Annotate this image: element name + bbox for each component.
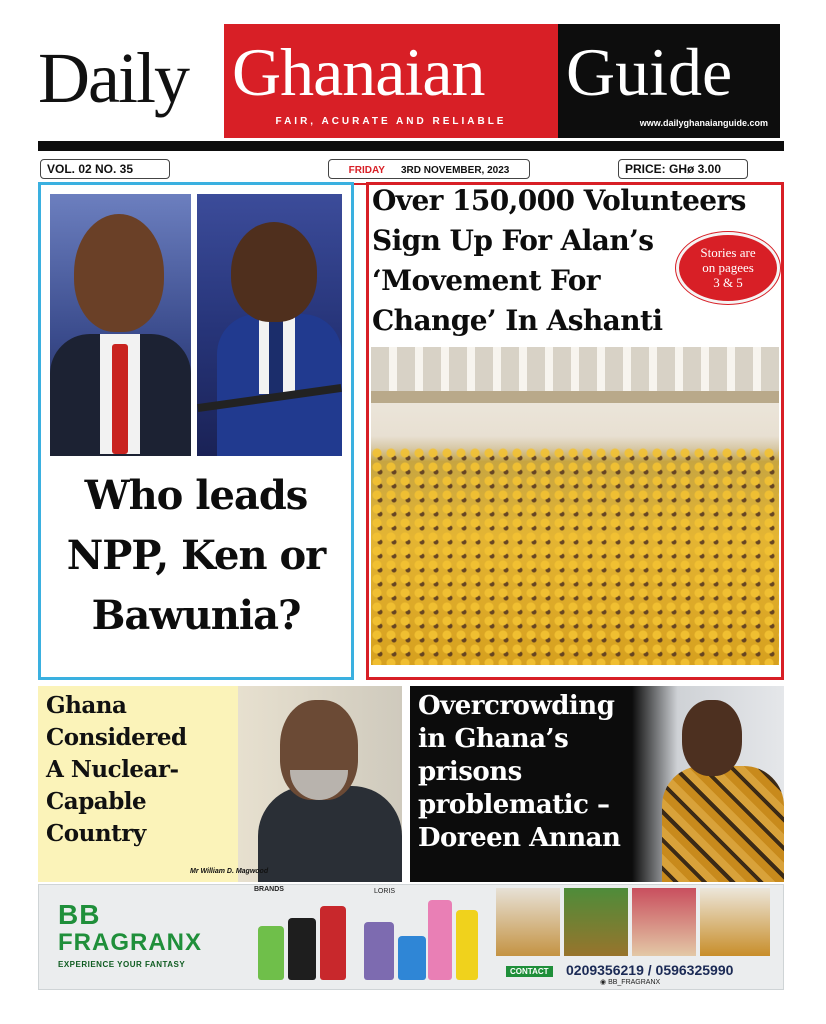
head-shape [231, 222, 317, 322]
ad-handle-text: BB_FRAGRANX [608, 979, 661, 986]
ad-brand-fragranx: FRAGRANX [58, 929, 202, 956]
prisons-headline-line: Doreen Annan [418, 823, 621, 853]
ad-product-photo [496, 888, 560, 956]
top-headline-line: ‘Movement For [372, 264, 600, 297]
ad-brands-label: BRANDS [254, 886, 284, 893]
lead-headline-line: Bawunia? [91, 592, 301, 639]
nuclear-headline-line: Country [46, 820, 146, 847]
pink-spray-icon [428, 900, 452, 980]
masthead-black-block [558, 24, 780, 138]
magwood-photo [238, 686, 402, 882]
prisons-headline[interactable] [418, 690, 648, 855]
head-shape [682, 700, 742, 776]
tie-shape [112, 344, 128, 454]
prisons-headline-line: Overcrowding [418, 691, 615, 721]
ad-slogan: EXPERIENCE YOUR FANTASY [58, 960, 186, 969]
nuclear-headline-line: Considered [46, 724, 187, 751]
photo-caption: Mr William D. Magwood [190, 868, 269, 875]
lead-headline-line: NPP, Ken or [66, 532, 326, 579]
top-headline-line: Over 150,000 Volunteers [372, 184, 746, 217]
masthead-rule [38, 141, 784, 151]
volume-number: VOL. 02 NO. 35 [40, 159, 170, 179]
ad-product-photo [632, 888, 696, 956]
ad-contact-label: CONTACT [506, 966, 553, 977]
product-bottles [252, 896, 496, 984]
issue-price: PRICE: GHø 3.00 [618, 159, 748, 179]
doreen-annan-photo [632, 686, 784, 882]
suit-shape [258, 786, 402, 882]
masthead-guide: Guide [566, 34, 733, 110]
issue-date-text: 3RD NOVEMBER, 2023 [400, 165, 510, 176]
volunteers-rally-photo [371, 347, 779, 665]
ken-agyapong-photo [50, 194, 191, 456]
ad-product-photo [564, 888, 628, 956]
masthead-daily: Daily [38, 38, 188, 118]
prisons-headline-line: prisons [418, 757, 522, 787]
green-bottle-icon [258, 926, 284, 980]
nuclear-headline-line: Capable [46, 788, 147, 815]
lead-headline[interactable] [46, 466, 346, 646]
prisons-headline-line: problematic – [418, 790, 610, 820]
head-shape [74, 214, 164, 332]
instagram-icon: ◉ [600, 979, 609, 986]
masthead-tagline: FAIR, ACURATE AND RELIABLE [275, 116, 507, 127]
yellow-crowd [371, 447, 779, 665]
lead-headline-line: Who leads [84, 472, 308, 519]
ad-product-photo [700, 888, 770, 956]
badge-line: on pagees [702, 260, 754, 275]
badge-line: Stories are [700, 245, 756, 260]
issue-date [328, 159, 530, 179]
ad-social-handle [600, 978, 660, 986]
prisons-headline-line: in Ghana’s [418, 724, 569, 754]
top-headline-line: Sign Up For Alan’s [372, 224, 654, 257]
yellow-spray-icon [456, 910, 478, 980]
top-headline-line: Change’ In Ashanti [372, 304, 663, 337]
diffuser-icon [364, 922, 394, 980]
masthead-red-block [224, 24, 558, 138]
nuclear-headline[interactable] [46, 690, 246, 850]
blue-bottle-icon [398, 936, 426, 980]
ad-phone-numbers[interactable]: 0209356219 / 0596325990 [566, 962, 734, 978]
bawumia-photo [197, 194, 342, 456]
badge-line: 3 & 5 [713, 275, 743, 290]
red-spray-icon [320, 906, 346, 980]
masthead-ghanaian: Ghanaian [232, 34, 485, 110]
website-url[interactable]: www.dailyghanaianguide.com [639, 118, 768, 128]
patterned-dress [662, 766, 784, 882]
page-reference-badge [676, 232, 780, 304]
tie-shape [269, 320, 283, 400]
black-bottle-icon [288, 918, 316, 980]
issue-day: FRIDAY [348, 165, 385, 176]
nuclear-headline-line: A Nuclear- [46, 756, 179, 783]
nuclear-headline-line: Ghana [46, 692, 127, 719]
ad-loris-label: LORIS [374, 888, 396, 895]
hall-windows [371, 347, 779, 391]
hall-balcony [371, 391, 779, 403]
ad-brand-bb: BB [58, 899, 101, 930]
